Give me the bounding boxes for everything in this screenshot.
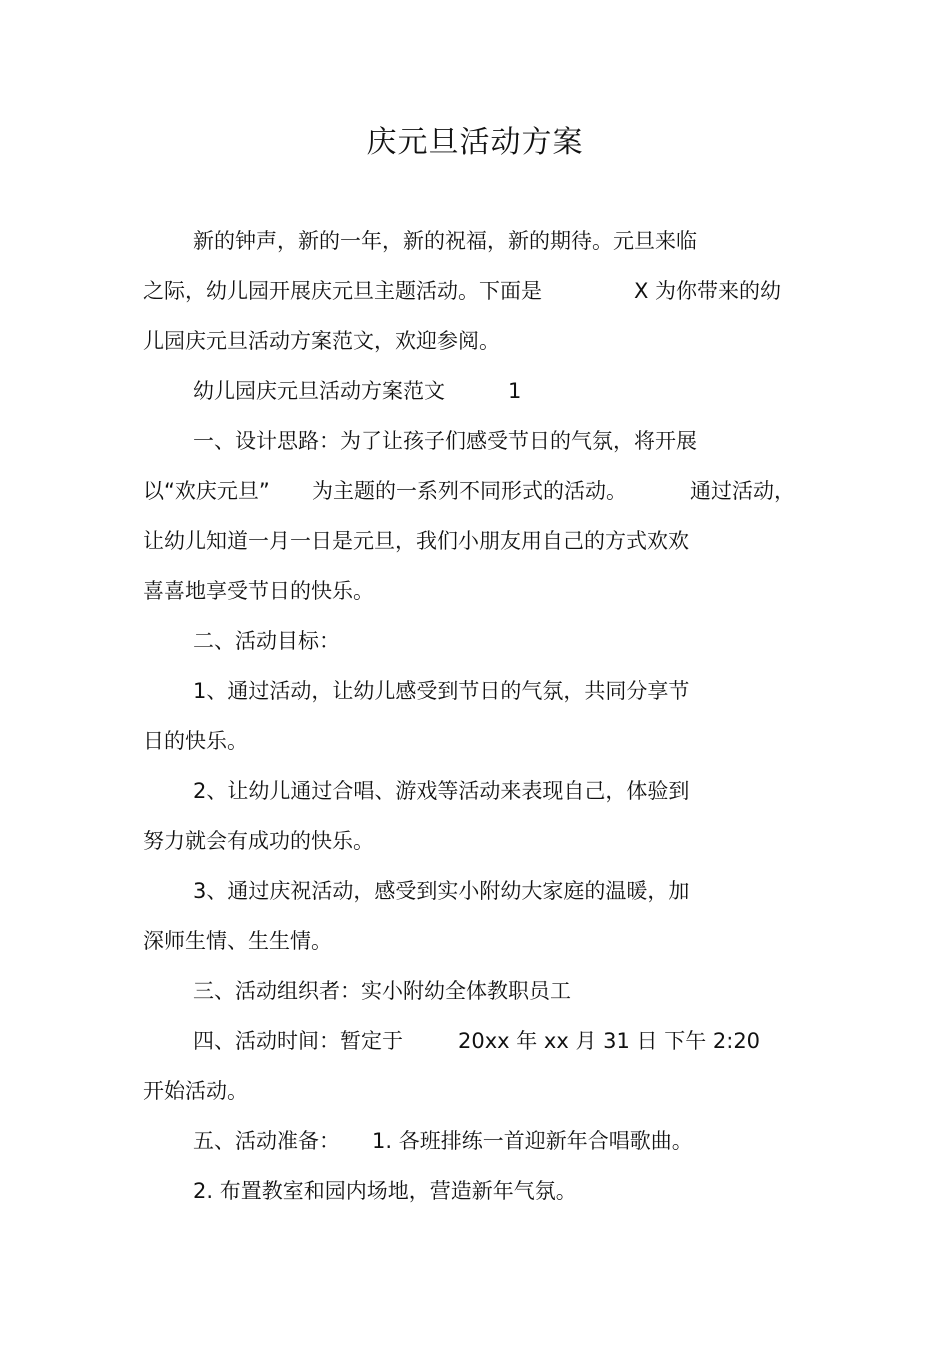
list-item-line: 努力就会有成功的快乐。 bbox=[143, 829, 374, 853]
paragraph-line: 二、活动目标： bbox=[193, 629, 340, 653]
paragraph-line: 一、设计思路：为了让孩子们感受节日的气氛，将开展 bbox=[193, 429, 697, 453]
paragraph-line: X 为你带来的幼 bbox=[634, 279, 782, 303]
paragraph-line: 喜喜地享受节日的快乐。 bbox=[143, 579, 374, 603]
section-heading-number: 1 bbox=[508, 379, 522, 403]
list-item-line: 2. 布置教室和园内场地，营造新年气氛。 bbox=[193, 1179, 577, 1203]
paragraph-line: 四、活动时间：暂定于 bbox=[193, 1029, 403, 1053]
list-item-line: 1. 各班排练一首迎新年合唱歌曲。 bbox=[372, 1129, 693, 1153]
list-item-line: 日的快乐。 bbox=[143, 729, 248, 753]
paragraph-line: 儿园庆元旦活动方案范文，欢迎参阅。 bbox=[143, 329, 500, 353]
paragraph-line: 通过活动， bbox=[690, 479, 795, 503]
paragraph-line: 三、活动组织者：实小附幼全体教职员工 bbox=[193, 979, 571, 1003]
list-item-line: 1、通过活动，让幼儿感受到节日的气氛，共同分享节 bbox=[193, 679, 690, 703]
list-item-line: 深师生情、生生情。 bbox=[143, 929, 332, 953]
paragraph-line: 新的钟声，新的一年，新的祝福，新的期待。元旦来临 bbox=[193, 229, 697, 253]
paragraph-line: 之际，幼儿园开展庆元旦主题活动。下面是 bbox=[143, 279, 542, 303]
list-item-line: 3、通过庆祝活动，感受到实小附幼大家庭的温暖，加 bbox=[193, 879, 690, 903]
paragraph-line: 让幼儿知道一月一日是元旦，我们小朋友用自己的方式欢欢 bbox=[143, 529, 689, 553]
list-item-line: 2、让幼儿通过合唱、游戏等活动来表现自己，体验到 bbox=[193, 779, 690, 803]
document-title: 庆元旦活动方案 bbox=[366, 125, 584, 160]
paragraph-line: 20xx 年 xx 月 31 日 下午 2:20 bbox=[458, 1029, 761, 1053]
paragraph-line: 为主题的一系列不同形式的活动。 bbox=[312, 479, 627, 503]
paragraph-line: 五、活动准备： bbox=[193, 1129, 340, 1153]
paragraph-line: 开始活动。 bbox=[143, 1079, 248, 1103]
section-heading: 幼儿园庆元旦活动方案范文 bbox=[193, 379, 445, 403]
paragraph-line: 以“欢庆元旦” bbox=[143, 479, 270, 503]
